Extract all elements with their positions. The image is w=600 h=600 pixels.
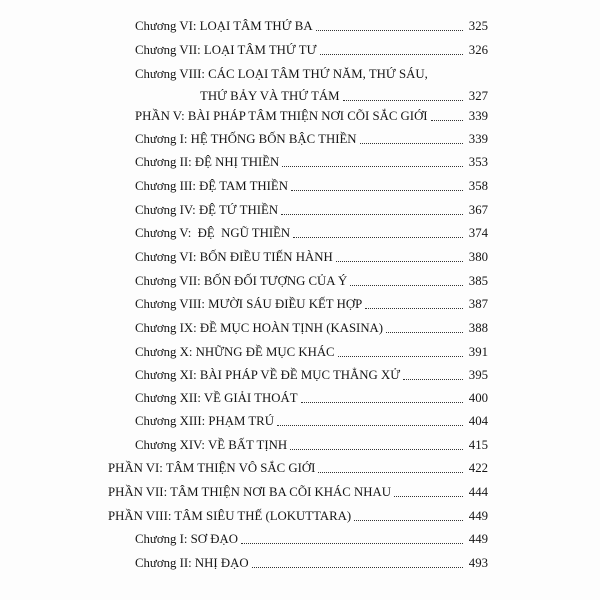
toc-page-number: 367 — [468, 203, 488, 217]
toc-leader — [336, 260, 463, 262]
toc-label: Chương XIII: PHẠM TRÚ — [135, 414, 274, 428]
toc-page-number: 395 — [468, 368, 488, 382]
toc-label: Chương V: ĐỆ NGŨ THIỀN — [135, 226, 291, 240]
toc-page-number: 358 — [468, 179, 488, 193]
toc-row-part — [108, 459, 488, 477]
toc-leader — [290, 448, 463, 450]
toc-row — [135, 554, 488, 572]
toc-row — [135, 248, 488, 266]
toc-leader — [343, 99, 463, 101]
toc-leader — [241, 542, 463, 544]
toc-page-number: 326 — [468, 43, 488, 57]
toc-label: Chương I: SƠ ĐẠO — [135, 532, 238, 546]
toc-row — [135, 65, 488, 83]
toc-label: Chương IX: ĐỀ MỤC HOÀN TỊNH (KASINA) — [135, 321, 384, 335]
toc-row — [135, 389, 488, 407]
toc-leader — [277, 424, 463, 426]
toc-page-number: 444 — [468, 485, 488, 499]
toc-row-part — [135, 107, 488, 125]
toc-label: Chương X: NHỮNG ĐỀ MỤC KHÁC — [135, 345, 335, 359]
toc-leader — [338, 355, 463, 357]
toc-row — [135, 343, 488, 361]
toc-label: Chương II: NHỊ ĐẠO — [135, 556, 249, 570]
toc-label: Chương IV: ĐỆ TỨ THIỀN — [135, 203, 279, 217]
toc-row — [135, 530, 488, 548]
toc-label: Chương VI: BỐN ĐIỀU TIẾN HÀNH — [135, 250, 333, 264]
toc-row-continuation — [200, 87, 488, 105]
toc-page-number: 391 — [468, 345, 488, 359]
toc-leader — [320, 53, 463, 55]
toc-page-number: 387 — [468, 297, 488, 311]
toc-label: Chương I: HỆ THỐNG BỐN BẬC THIỀN — [135, 132, 357, 146]
toc-label: PHẦN VII: TÂM THIỆN NƠI BA CÕI KHÁC NHAU — [108, 485, 391, 499]
toc-row — [135, 295, 488, 313]
toc-page-number: 415 — [468, 438, 488, 452]
toc-label: Chương VIII: MƯỜI SÁU ĐIỀU KẾT HỢP — [135, 297, 363, 311]
toc-label: Chương XIV: VỀ BẤT TỊNH — [135, 438, 288, 452]
toc-page-number: 493 — [468, 556, 488, 570]
toc-row — [135, 41, 488, 59]
toc-leader — [293, 236, 463, 238]
toc-page-number: 339 — [468, 109, 488, 123]
toc-label: Chương VII: LOẠI TÂM THỨ TƯ — [135, 43, 317, 57]
toc-page-number: 374 — [468, 226, 488, 240]
toc-leader — [281, 213, 463, 215]
toc-page-number: 388 — [468, 321, 488, 335]
toc-row — [135, 177, 488, 195]
toc-row — [135, 272, 488, 290]
toc-label: Chương VIII: CÁC LOẠI TÂM THỨ NĂM, THỨ SÁU, — [135, 67, 428, 81]
toc-leader — [316, 29, 463, 31]
toc-label-continuation: THỨ BẢY VÀ THỨ TÁM — [200, 89, 340, 103]
toc-page-number: 380 — [468, 250, 488, 264]
toc-leader — [318, 471, 463, 473]
toc-page-number: 325 — [468, 19, 488, 33]
toc-label: Chương VI: LOẠI TÂM THỨ BA — [135, 19, 313, 33]
toc-row — [135, 224, 488, 242]
toc-label: PHẦN VIII: TÂM SIÊU THẾ (LOKUTTARA) — [108, 509, 352, 523]
toc-row — [135, 412, 488, 430]
toc-leader — [394, 495, 463, 497]
toc-page-number: 400 — [468, 391, 488, 405]
toc-page-number: 422 — [468, 461, 488, 475]
toc-leader — [365, 307, 463, 309]
toc-leader — [291, 189, 463, 191]
toc-row — [135, 17, 488, 35]
toc-page-number: 385 — [468, 274, 488, 288]
toc-label: PHẦN V: BÀI PHÁP TÂM THIỆN NƠI CÕI SẮC GIỚI — [135, 109, 428, 123]
toc-leader — [403, 378, 463, 380]
toc-leader — [350, 284, 463, 286]
toc-row — [135, 436, 488, 454]
toc-leader — [252, 566, 463, 568]
toc-label: Chương II: ĐỆ NHỊ THIỀN — [135, 155, 280, 169]
toc-leader — [386, 331, 463, 333]
toc-row — [135, 153, 488, 171]
toc-row — [135, 366, 488, 384]
toc-row — [135, 201, 488, 219]
toc-leader — [301, 401, 463, 403]
toc-page-number: 449 — [468, 532, 488, 546]
toc-row-part — [108, 507, 488, 525]
toc-label: Chương III: ĐỆ TAM THIỀN — [135, 179, 288, 193]
toc-leader — [360, 142, 463, 144]
toc-page-number: 339 — [468, 132, 488, 146]
toc-label: Chương VII: BỐN ĐỐI TƯỢNG CỦA Ý — [135, 274, 348, 288]
toc-page-number: 404 — [468, 414, 488, 428]
toc-leader — [282, 165, 463, 167]
toc-page-number: 353 — [468, 155, 488, 169]
toc-page-number: 327 — [468, 89, 488, 103]
toc-page-number: 449 — [468, 509, 488, 523]
toc-leader — [431, 119, 463, 121]
toc-row-part — [108, 483, 488, 501]
toc-leader — [354, 519, 463, 521]
toc-row — [135, 130, 488, 148]
toc-label: PHẦN VI: TÂM THIỆN VÔ SẮC GIỚI — [108, 461, 316, 475]
toc-label: Chương XI: BÀI PHÁP VỀ ĐỀ MỤC THẲNG XỬ — [135, 368, 401, 382]
toc-label: Chương XII: VỀ GIẢI THOÁT — [135, 391, 298, 405]
toc-row — [135, 319, 488, 337]
